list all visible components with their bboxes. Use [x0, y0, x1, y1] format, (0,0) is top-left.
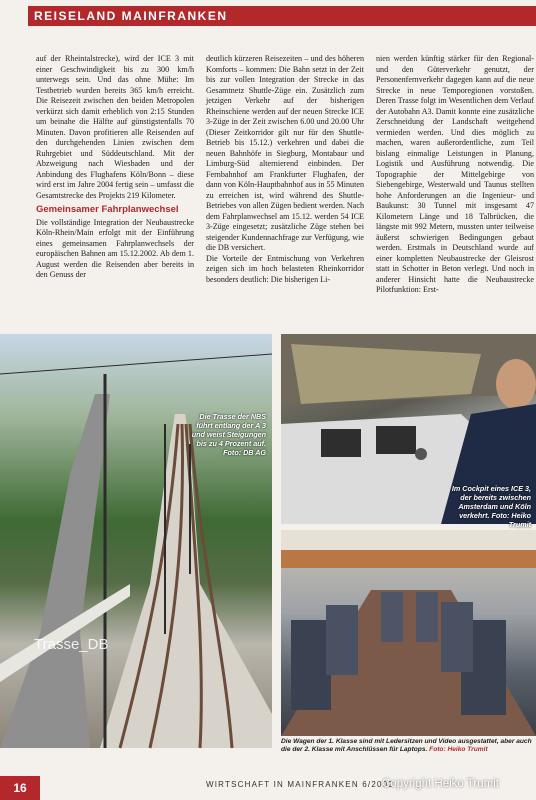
caption-text: Die Wagen der 1. Klasse sind mit Ledersitzen und Video ausgestattet, aber auch die der 2. Klasse mit Anschlüssen für Laptops.: [281, 738, 532, 753]
paragraph: auf der Rheintalstrecke), wird der ICE 3 mit einer Geschwindigkeit bis zu 300 km/h unterwegs sein. Und das ohne Mühe: Im Testbetrieb wurden bereits 365 km/h erreicht. Die Reisezeit zwischen den beiden Metropolen verkürzt sich damit erheblich von 2:15 Stunden um beinahe die Hälfte auf günstigstenfalls 70 Minuten. Davon profitieren alle Reisenden auf den durchgehenden Linien zwischen dem Ruhrgebiet und Süddeutschland. Mit der Abzweigung nach Wiesbaden und der Anbindung des Flughafens Köln/Bonn – diese wird erst im Jahre 2004 fertig sein – umfasst die Gesamtstrecke des Projekts 219 Kilometer.: [36, 54, 194, 200]
paragraph: Die vollständige Integration der Neubaustrecke Köln-Rhein/Main erfolgt mit der Einführung eines gemeinsamen Fahrplanwechsels der europäischen Bahnen am 15.12.2002. Ab dem 1. August werden die Reisenden aber bereits in den Genuss der: [36, 217, 194, 279]
photo-watermark: Trasse_DB: [34, 636, 109, 653]
section-header: REISELAND MAINFRANKEN: [28, 6, 536, 26]
interior-caption: [281, 738, 536, 754]
photo-caption: Im Cockpit eines ICE 3, der bereits zwischen Amsterdam und Köln verkehrt. Foto: Heiko Trumit: [451, 484, 531, 529]
copyright-notice: Copyright Heiko Trumit: [382, 778, 499, 790]
article-column-2: [206, 54, 364, 332]
article-column-3: [376, 54, 534, 332]
track-photo: [0, 334, 272, 748]
photo-caption: Die Trasse der NBS führt entlang der A 3 und weist Steigungen bis zu 4 Prozent auf. Foto: DB AG: [191, 412, 266, 457]
interior-photo: [281, 530, 536, 736]
publication-footer: WIRTSCHAFT IN MAINFRANKEN 6/2002: [206, 780, 394, 789]
paragraph: deutlich kürzeren Reisezeiten – und des höheren Komforts – kommen: Die Bahn setzt in der Zeit bis zur vollen Integration der Strecke in das Gesamtnetz Shuttle-Züge ein. Zusätzlich zum jetzigen Verkehr auf der bisherigen Rheinschiene werden auf der neuen Strecke ICE 3-Züge in der Zeit zwischen 6.00 und 20.00 Uhr (Dieser Zeitkorridor gilt nur für den Shuttle-Betrieb bis 15.12.) verkehren und dabei die neuen Bahnhöfe in Siegburg, Montabaur und Limburg-Süd alternierend einbinden. Der Fernbahnhof am Frankfurter Flughafen, der dann von Köln-Hauptbahnhof aus in 55 Minuten zu erreichen ist, wird während des Shuttle-Betriebes von allen Zügen bedient werden. Nach dem Fahrplanwechsel am 15.12. werden 54 ICE 3-Züge eingesetzt; zusätzliche Züge stehen bei steigender Kundennachfrage zur Verfügung, wie die DB versichert.: [206, 54, 364, 252]
paragraph: Die Vorteile der Entmischung von Verkehren zeigen sich im hoch belasteten Rheinkorridor besonders deutlich: Die bisherigen Li-: [206, 253, 364, 284]
page-number: 16: [0, 776, 40, 800]
article-column-1: [36, 54, 194, 332]
cockpit-photo: [281, 334, 536, 529]
interior-illustration: [281, 530, 536, 736]
photo-credit: Foto: Heiko Trumit: [429, 746, 488, 753]
track-illustration: [0, 334, 272, 748]
subheading: Gemeinsamer Fahrplanwechsel: [36, 204, 179, 215]
paragraph: nien werden künftig stärker für den Regional- und den Güterverkehr genutzt, der Personenfernverkehr dagegen kann auf die neue Strecke in neue Temporegionen vorstoßen. Deren Trasse folgt im Wesentlichen dem Verlauf der Autobahn A3. Damit konnte eine zusätzliche Zerschneidung der Landschaft weitgehend vermieden werden. Und dies möglich zu machen, waren außerordentliche, zum Teil bislang einmalige Leistungen in Planung, Logistik und Ausführung notwendig. Die Topographie der Mittelgebirge von Siebengebirge, Westerwald und Taunus stellten hohe Anforderungen an die Ingenieur- und Baukunst: 30 Tunnel mit insgesamt 47 Kilometern Länge und 18 Talbrücken, die längste mit 992 Metern, mussten unter teilweise äußerst schwierigen Bedingungen gebaut werden. Erstmals in Deutschland wurde auf einer kompletten Neubaustrecke der Gleisrost statt in Schotter in Beton verlegt. Und noch in anderer Hinsicht hatte die Neubaustrecke Pilotfunktion: Erst-: [376, 54, 534, 294]
